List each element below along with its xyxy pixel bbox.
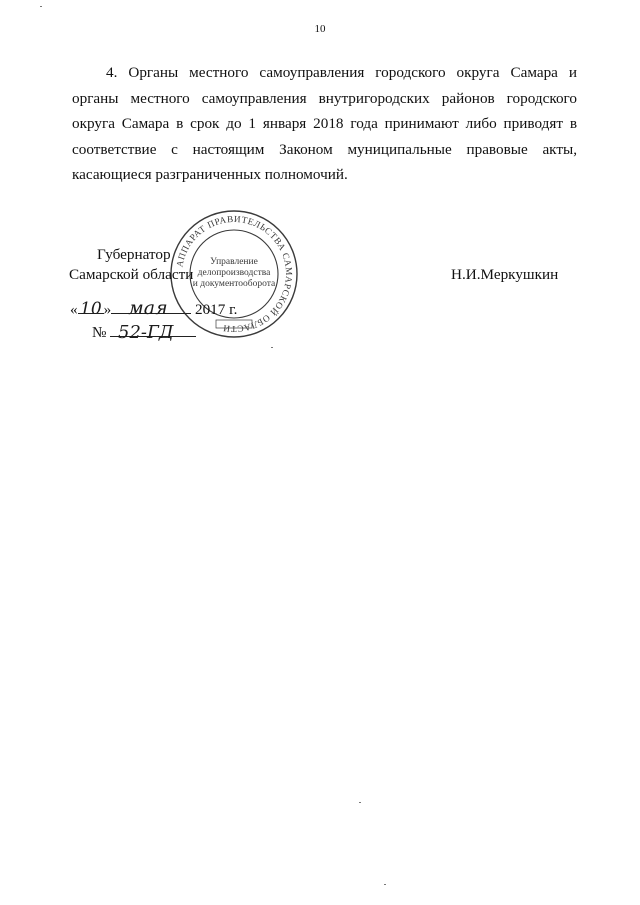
paragraph-line: округа Самара в срок до 1 января 2018 года принимают либо приводят в bbox=[72, 115, 577, 132]
page-number: 10 bbox=[314, 23, 326, 35]
signatory-region: Самарской области bbox=[69, 266, 194, 283]
date-close-quote: » bbox=[103, 301, 112, 318]
signatory-title: Губернатор bbox=[97, 246, 171, 263]
stamp-center-line-3: и документооборота bbox=[192, 279, 276, 289]
handwritten-number: 52-ГД bbox=[118, 322, 174, 343]
paragraph-line: 4. Органы местного самоуправления городского округа Самара и bbox=[106, 64, 577, 81]
number-sign: № bbox=[92, 324, 107, 341]
scan-speck bbox=[359, 802, 361, 803]
paragraph-line: касающиеся разграниченных полномочий. bbox=[72, 166, 348, 183]
date-year: 2017 г. bbox=[194, 301, 238, 318]
scan-speck bbox=[384, 884, 386, 885]
paragraph-line: органы местного самоуправления внутригородских районов городского bbox=[72, 89, 577, 107]
scan-speck bbox=[271, 347, 273, 348]
stamp-ring-text: АППАРАТ ПРАВИТЕЛЬСТВА САМАРСКОЙ ОБЛАСТИ bbox=[174, 213, 295, 335]
date-open-quote: « bbox=[70, 301, 78, 318]
handwritten-entries bbox=[66, 292, 216, 348]
paragraph-line: соответствие с настоящим Законом муниципальные правовые акты, bbox=[72, 140, 577, 158]
stamp-center-line-1: Управление bbox=[210, 257, 258, 267]
law-paragraph-4 bbox=[72, 60, 577, 188]
handwritten-day: 10 bbox=[80, 299, 102, 319]
signatory-name: Н.И.Меркушкин bbox=[451, 266, 559, 283]
scan-speck bbox=[40, 6, 42, 7]
handwritten-month: мая bbox=[128, 297, 168, 319]
stamp-center-line-2: делопроизводства bbox=[197, 268, 271, 278]
